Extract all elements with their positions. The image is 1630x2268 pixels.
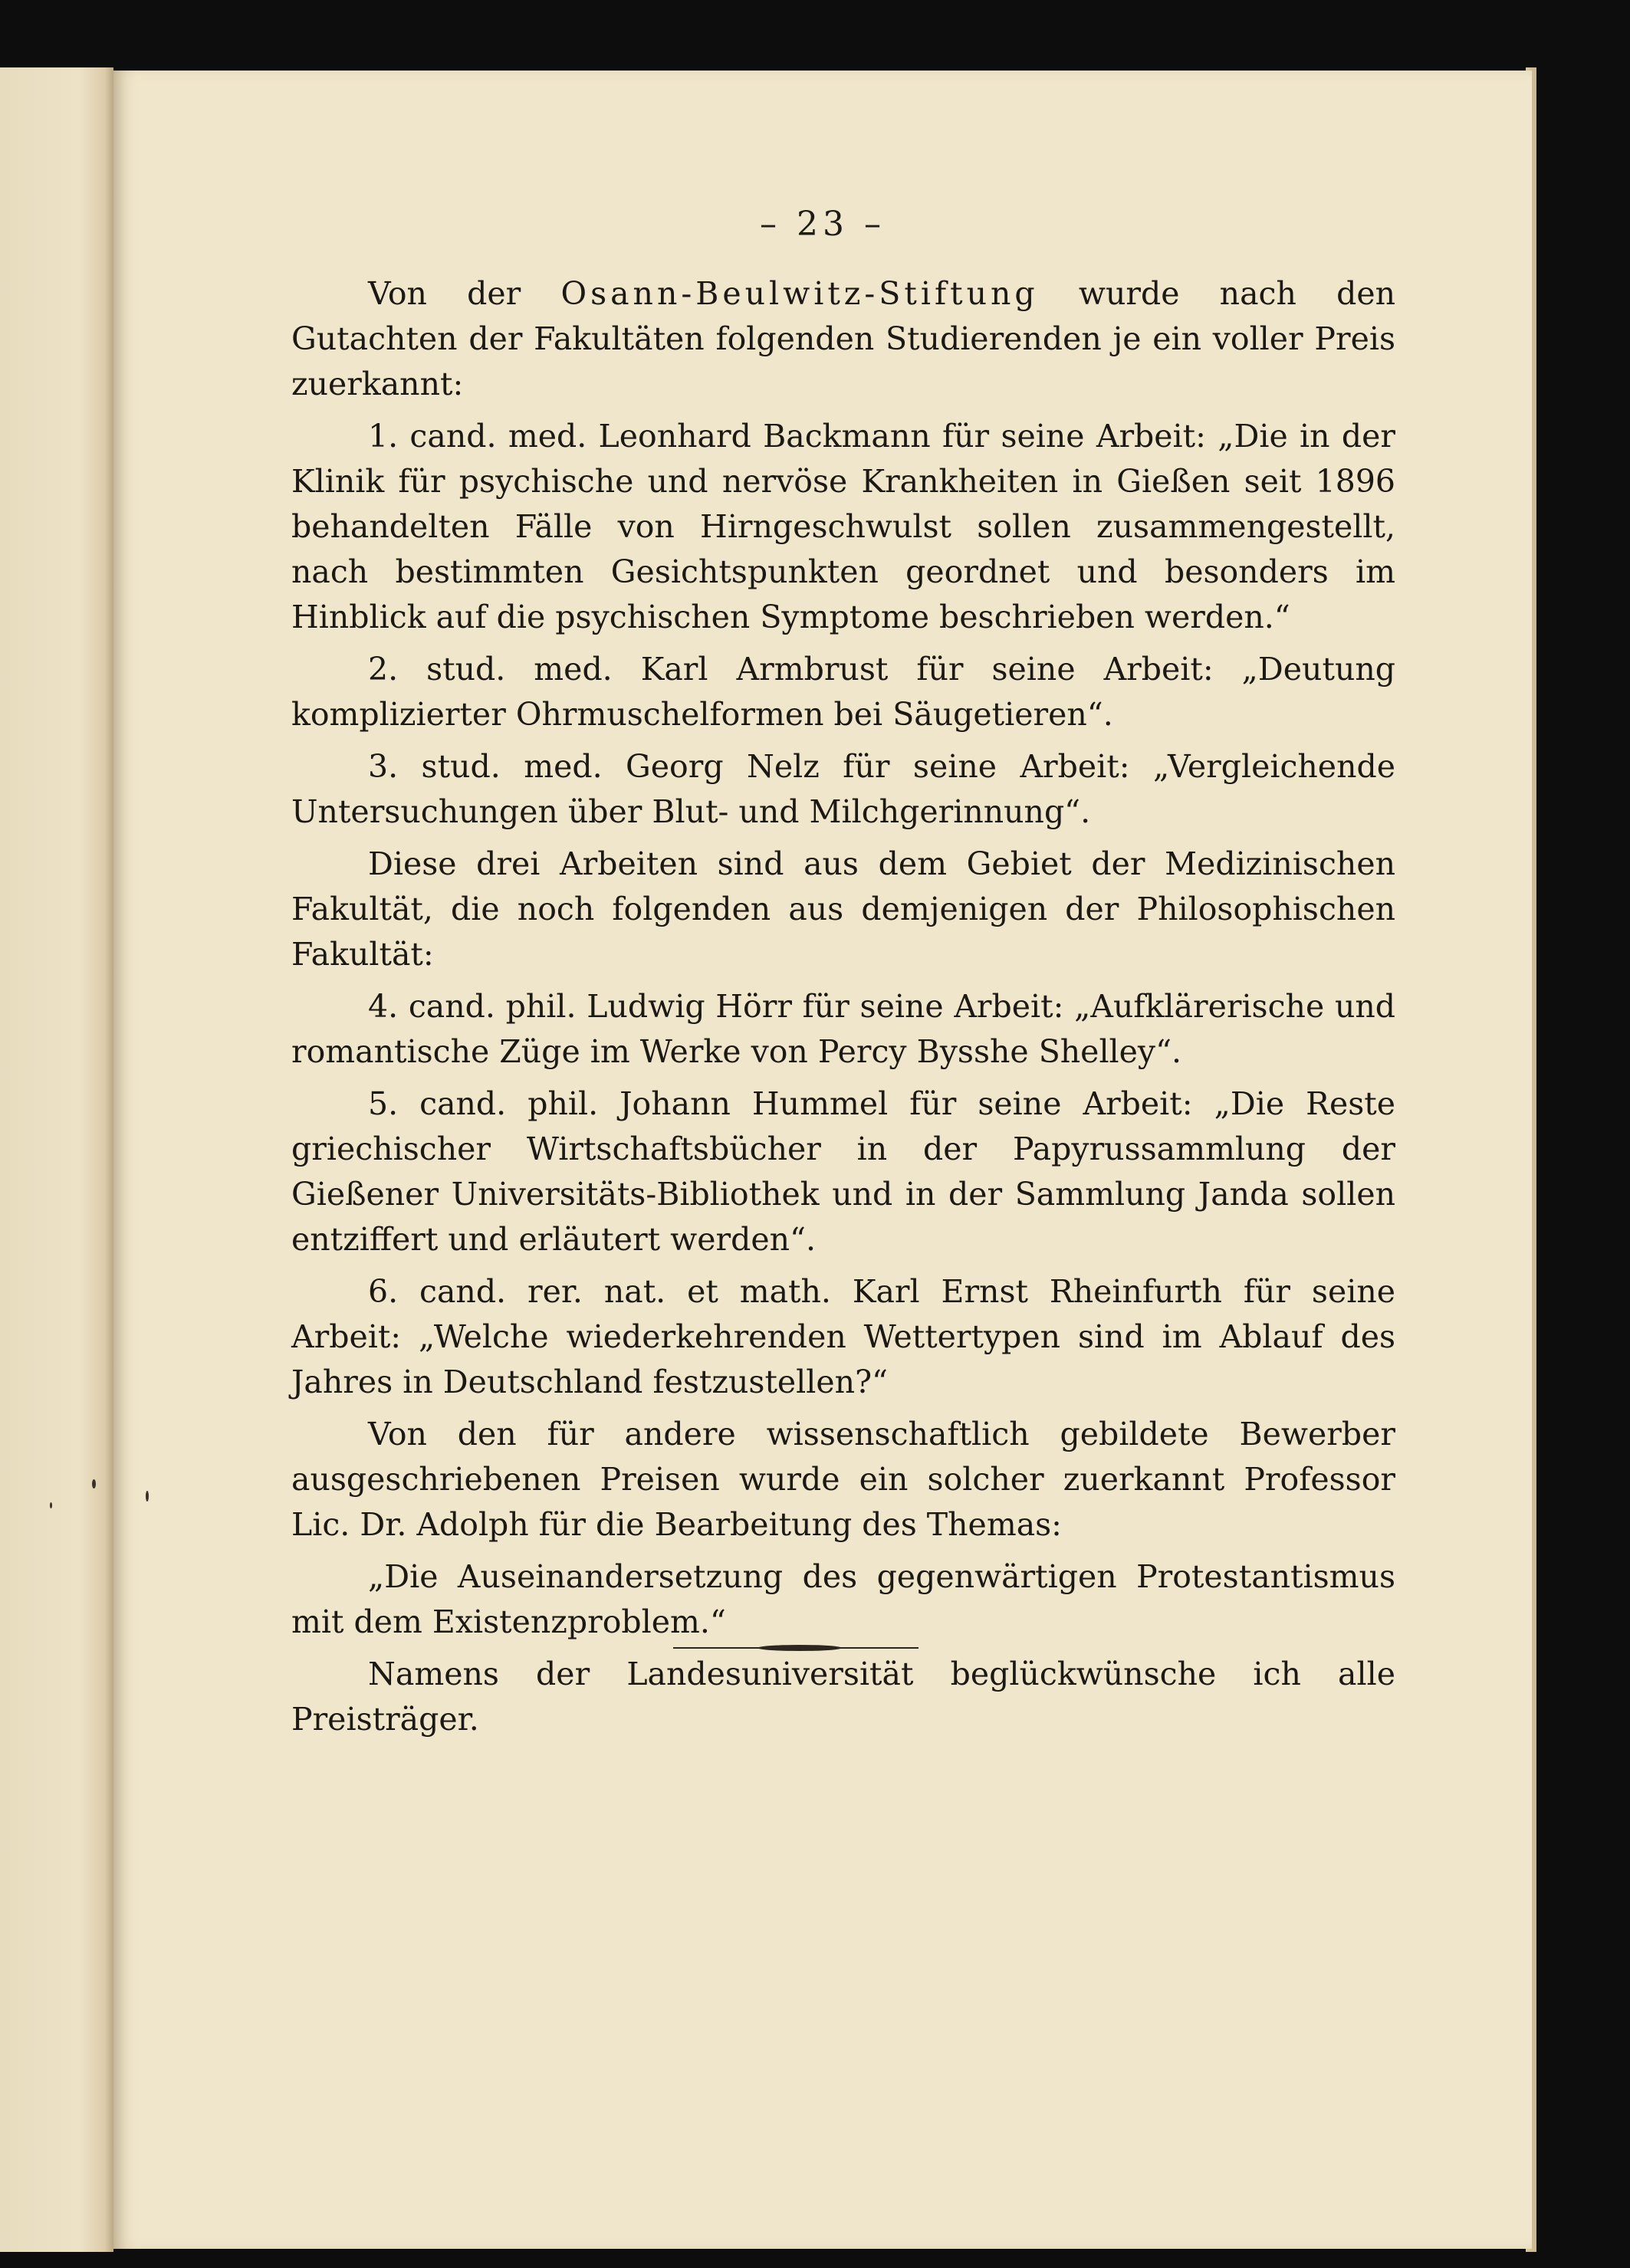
body-text — [291, 271, 1395, 1749]
closing-paragraph: Namens der Landesuniversität beglückwünsche ich alle Preisträger. — [291, 1656, 1395, 1738]
intro-text: wurde nach den Gutachten der Fakultäten folgenden Studierenden je ein voller Preis zuerkannt: — [291, 275, 1396, 402]
paragraph-intro — [291, 271, 1395, 407]
paper-speck — [146, 1491, 149, 1502]
page-number: – 23 – — [760, 205, 886, 244]
prize-item-4: 4. cand. phil. Ludwig Hörr für seine Arbeit: „Aufklärerische und romantische Züge im Werke von Percy Bysshe Shelley“. — [291, 988, 1395, 1070]
prize-item-2: 2. stud. med. Karl Armbrust für seine Arbeit: „Deutung komplizierter Ohrmuschelformen bei Säugetieren“. — [291, 651, 1395, 733]
document-page — [113, 71, 1532, 2249]
paper-speck — [50, 1502, 52, 1508]
closing-ornament — [673, 1642, 919, 1654]
foundation-name: Osann-Beulwitz-Stiftung — [560, 275, 1039, 312]
ornament-swell — [757, 1645, 842, 1651]
paper-speck — [92, 1479, 96, 1488]
prize-item-6: 6. cand. rer. nat. et math. Karl Ernst Rheinfurth für seine Arbeit: „Welche wiederkehrenden Wettertypen sind im Ablauf des Jahres in Deutschland festzustellen?“ — [291, 1273, 1395, 1400]
intro-prefix: Von der — [368, 275, 561, 312]
prize-item-3: 3. stud. med. Georg Nelz für seine Arbeit: „Vergleichende Untersuchungen über Blut- und Milchgerinnung“. — [291, 748, 1395, 830]
other-applicants-paragraph: Von den für andere wissenschaftlich gebildete Bewerber ausgeschriebenen Preisen wurde ein solcher zuerkannt Professor Lic. Dr. Adolph für die Bearbeitung des Themas: — [291, 1416, 1395, 1543]
prize-item-5: 5. cand. phil. Johann Hummel für seine Arbeit: „Die Reste griechischer Wirtschaftsbücher in der Papyrussammlung der Gießener Universitäts-Bibliothek und in der Sammlung Janda sollen entziffert und erläutert werden“. — [291, 1085, 1395, 1258]
prize-item-1: 1. cand. med. Leonhard Backmann für seine Arbeit: „Die in der Klinik für psychische und nervöse Krankheiten in Gießen seit 1896 behandelten Fälle von Hirngeschwulst sollen zusammengestellt, nach bestimmten Gesichtspunkten geordnet und besonders im Hinblick auf die psychischen Symptome beschrieben werden.“ — [291, 418, 1395, 635]
faculty-transition: Diese drei Arbeiten sind aus dem Gebiet der Medizinischen Fakultät, die noch folgenden aus demjenigen der Philosophischen Fakultät: — [291, 845, 1395, 973]
left-facing-page — [0, 67, 113, 2252]
theme-quote: „Die Auseinandersetzung des gegenwärtigen Protestantismus mit dem Existenzproblem.“ — [291, 1558, 1395, 1640]
